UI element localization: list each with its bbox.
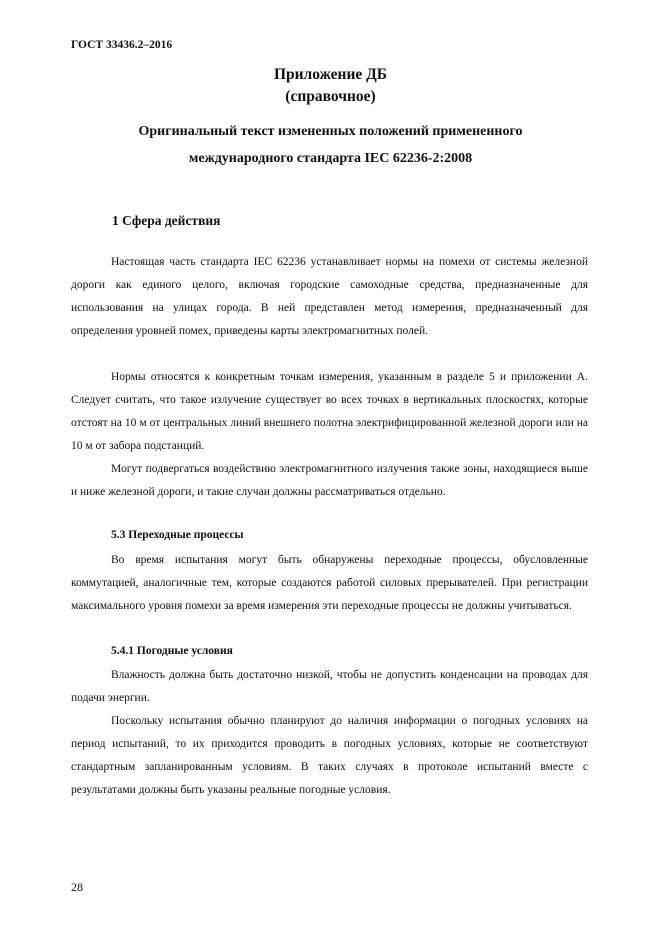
document-standard-number: ГОСТ 33436.2–2016 xyxy=(71,39,173,51)
section-heading-weather: 5.4.1 Погодные условия xyxy=(111,645,233,657)
paragraph-transients: Во время испытания могут быть обнаружены переходные процессы, обусловленные коммутацией, аналогичные тем, которые создаются работой силовых прерывателей. При регистрации максимального уровня помехи за время измерения эти переходные процессы не должны учитываться. xyxy=(71,554,588,612)
paragraph-scope-1: Настоящая часть стандарта IEC 62236 устанавливает нормы на помехи от системы железной дороги как единого целого, включая городские самоходные средства, предназначенные для использования на улицах города. В ней представлен метод измерения, предназначенный для определения уровней помех, приведены карты электромагнитных полей. xyxy=(71,256,588,337)
page-number: 28 xyxy=(71,880,83,894)
section-heading-scope: 1 Сфера действия xyxy=(112,213,221,228)
paragraph-weather-1: Влажность должна быть достаточно низкой, чтобы не допустить конденсации на проводах для подачи энергии. xyxy=(71,669,588,704)
appendix-type: (справочное) xyxy=(285,88,376,105)
paragraph-scope-2: Нормы относятся к конкретным точкам измерения, указанным в разделе 5 и приложении А. Следует считать, что такое излучение существует во всех точках в вертикальных плоскостях, которые отстоят на 10 м от центральных линий внешнего полотна электрифицированной железной дороги или на 10 м от забора подстанций. xyxy=(71,371,588,452)
section-heading-transients: 5.3 Переходные процессы xyxy=(111,529,244,541)
paragraph-scope-3: Могут подвергаться воздействию электромагнитного излучения также зоны, находящиеся выше и ниже железной дороги, и такие случаи должны рассматриваться отдельно. xyxy=(71,463,588,498)
subtitle-line-2: международного стандарта IEC 62236-2:2008 xyxy=(188,151,473,166)
paragraph-weather-2: Поскольку испытания обычно планируют до наличия информации о погодных условиях на период испытаний, то их приходится проводить в погодных условиях, которые не соответствуют стандартным запланированным условиям. В таких случаях в протоколе испытаний вместе с результатами должны быть указаны реальные погодные условия. xyxy=(71,715,588,796)
appendix-title: Приложение ДБ xyxy=(273,66,388,83)
subtitle-line-1: Оригинальный текст измененных положений примененного xyxy=(138,124,523,139)
